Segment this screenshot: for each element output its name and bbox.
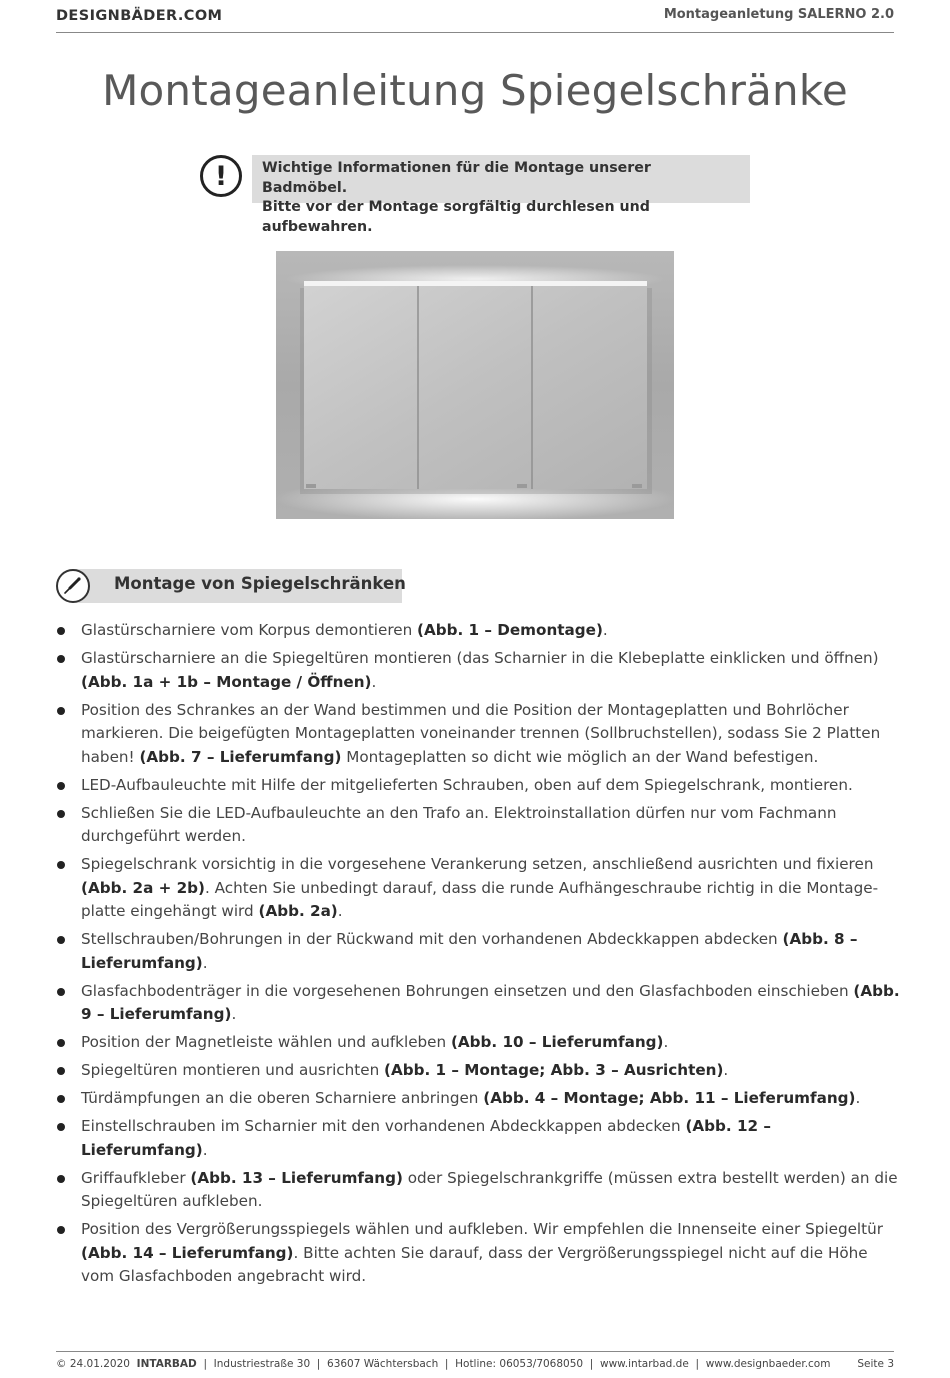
list-item: Spiegelschrank vorsichtig in die vorgesehene Verankerung setzen, anschließend ausrichten und fixieren (Abb. 2a + 2b). Achten Sie unbedingt darauf, dass die runde Aufhängeschraube richtig in die Montage-platte eingehängt wird (Abb. 2a). bbox=[56, 853, 900, 924]
list-item: Einstellschrauben im Scharnier mit den vorhandenen Abdeckkappen abdecken (Abb. 12 – Lieferumfang). bbox=[56, 1115, 900, 1162]
section-title: Montage von Spiegelschränken bbox=[114, 574, 406, 593]
footer-address: Industriestraße 30 bbox=[213, 1358, 311, 1370]
footer-link-designbaeder[interactable]: www.designbaeder.com bbox=[705, 1358, 831, 1370]
important-notice bbox=[252, 155, 750, 235]
footer-hotline: Hotline: 06053/7068050 bbox=[455, 1358, 584, 1370]
page-title: Montageanleitung Spiegelschränke bbox=[102, 66, 848, 115]
list-item: Position des Vergrößerungsspiegels wählen und aufkleben. Wir empfehlen die Innenseite einer Spiegeltür (Abb. 14 – Lieferumfang). Bitte achten Sie darauf, dass der Vergrößerungsspiegel nicht auf die Höhe vom Glasfachboden angebracht wird. bbox=[56, 1218, 900, 1289]
footer-company: INTARBAD bbox=[136, 1358, 197, 1370]
list-item: Position der Magnetleiste wählen und aufkleben (Abb. 10 – Lieferumfang). bbox=[56, 1031, 900, 1055]
page-header bbox=[56, 6, 894, 33]
designbaeder-logo[interactable]: DESIGNBÄDER.COM bbox=[56, 8, 223, 24]
list-item: Glastürscharniere vom Korpus demontieren (Abb. 1 – Demontage). bbox=[56, 619, 900, 643]
list-item: LED-Aufbauleuchte mit Hilfe der mitgelieferten Schrauben, oben auf dem Spiegelschrank, montieren. bbox=[56, 774, 900, 798]
list-item: Spiegeltüren montieren und ausrichten (Abb. 1 – Montage; Abb. 3 – Ausrichten). bbox=[56, 1059, 900, 1083]
list-item: Schließen Sie die LED-Aufbauleuchte an den Trafo an. Elektroinstallation dürfen nur vom Fachmann durchgeführt werden. bbox=[56, 802, 900, 849]
page-footer: © 24.01.2020 INTARBAD | Industriestraße 30 | 63607 Wächtersbach | Hotline: 06053/7068050 | www.intarbad.de | www.designbaeder.com Seite 3 bbox=[56, 1351, 894, 1370]
list-item: Position des Schrankes an der Wand bestimmen und die Position der Montageplatten und Bohrlöcher markieren. Die beigefügten Montageplatten voneinander trennen (Sollbruchstellen), sodass Sie 2 Platten haben! (Abb. 7 – Lieferumfang) Montageplatten so dicht wie möglich an der Wand befestigen. bbox=[56, 699, 900, 770]
footer-city: 63607 Wächtersbach bbox=[327, 1358, 439, 1370]
list-item: Glastürscharniere an die Spiegeltüren montieren (das Scharnier in die Klebeplatte einklicken und öffnen) (Abb. 1a + 1b – Montage / Öffnen). bbox=[56, 647, 900, 694]
list-item: Türdämpfungen an die oberen Scharniere anbringen (Abb. 4 – Montage; Abb. 11 – Lieferumfang). bbox=[56, 1087, 900, 1111]
list-item: Glasfachbodenträger in die vorgesehenen Bohrungen einsetzen und den Glasfachboden einschieben (Abb. 9 – Lieferumfang). bbox=[56, 980, 900, 1027]
footer-link-intarbad[interactable]: www.intarbad.de bbox=[599, 1358, 689, 1370]
notice-line-1: Wichtige Informationen für die Montage unserer Badmöbel. bbox=[262, 160, 651, 196]
list-item: Griffaufkleber (Abb. 13 – Lieferumfang) oder Spiegelschrankgriffe (müssen extra bestellt werden) an die Spiegeltüren aufkleben. bbox=[56, 1167, 900, 1214]
notice-line-2: Bitte vor der Montage sorgfältig durchlesen und aufbewahren. bbox=[262, 199, 650, 235]
screwdriver-icon bbox=[56, 569, 90, 603]
assembly-steps-list bbox=[56, 619, 900, 1293]
list-item: Stellschrauben/Bohrungen in der Rückwand mit den vorhandenen Abdeckkappen abdecken (Abb. 8 – Lieferumfang). bbox=[56, 928, 900, 975]
exclamation-icon: ! bbox=[200, 155, 242, 197]
footer-date: © 24.01.2020 bbox=[56, 1358, 130, 1370]
document-reference: Montageanletung SALERNO 2.0 bbox=[663, 7, 894, 22]
page-number: Seite 3 bbox=[857, 1358, 894, 1370]
mirror-cabinet-photo bbox=[276, 251, 674, 519]
